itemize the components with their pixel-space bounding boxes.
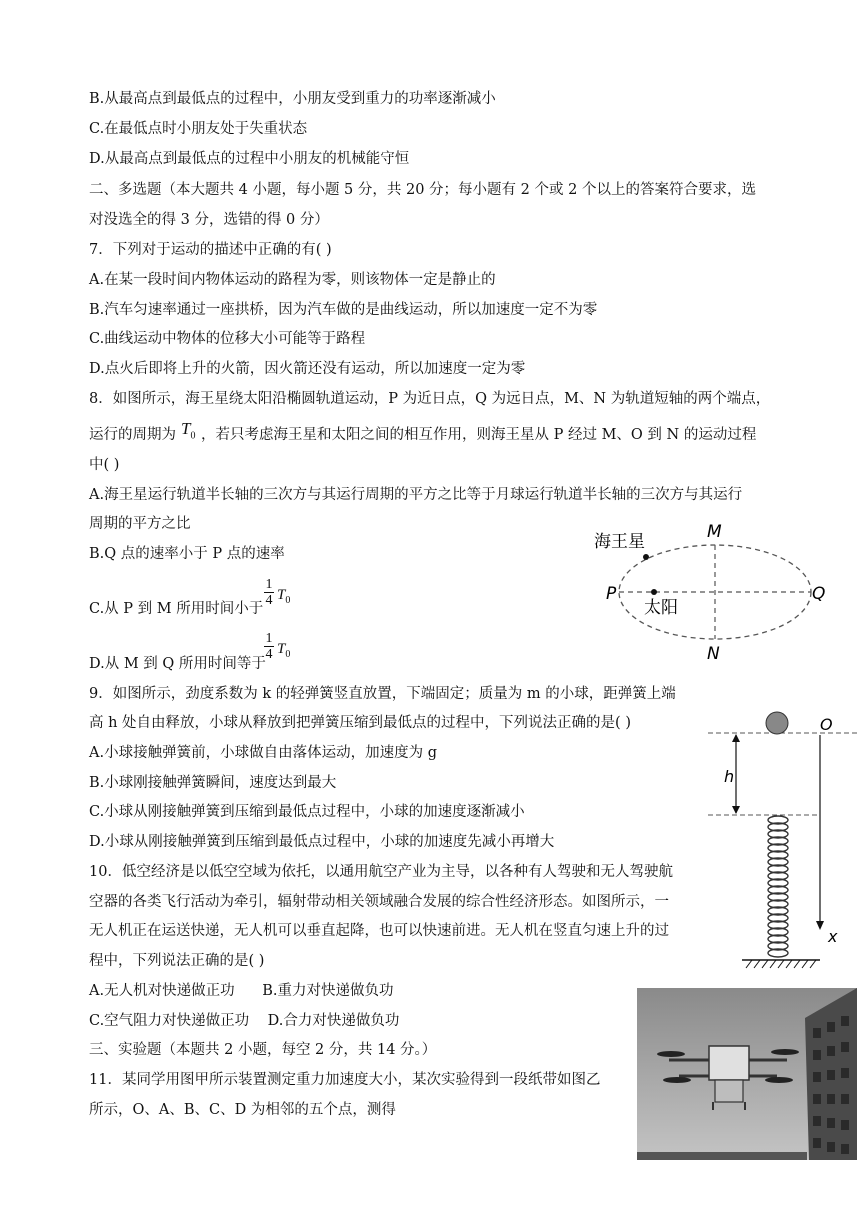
q9-stem: 9．如图所示，劲度系数为 k 的轻弹簧竖直放置，下端固定；质量为 m 的小球，距弹簧上端 [89, 686, 676, 702]
q8-option-c-period: $T_0$ [277, 587, 291, 606]
q10-stem-3: 无人机正在运送快递，无人机可以垂直起降，也可以快速前进。无人机在竖直匀速上升的过 [89, 923, 669, 939]
label-M: M [707, 522, 722, 542]
q7-option-d: D.点火后即将上升的火箭，因火箭还没有运动，所以加速度一定为零 [89, 361, 526, 377]
q8-stem: 8．如图所示，海王星绕太阳沿椭圆轨道运动，P 为近日点，Q 为远日点，M、N 为轨道短轴的两个端点， [89, 391, 771, 407]
label-O: O [820, 715, 833, 734]
q10-stem: 10．低空经济是以低空空域为依托，以通用航空产业为主导，以各种有人驾驶和无人驾驶航 [89, 864, 673, 880]
q6-option-c: C.在最低点时小朋友处于失重状态 [89, 121, 308, 137]
ground-trees [637, 1152, 807, 1160]
building [805, 988, 857, 1160]
q8-option-d-fraction: 1 4 [265, 631, 273, 662]
label-sun: 太阳 [644, 598, 678, 618]
spring-figure [700, 700, 865, 972]
section2-heading-cont: 对没选全的得 3 分，选错的得 0 分） [89, 212, 329, 228]
q8-option-d-period: $T_0$ [277, 641, 291, 660]
q8-stem-2a: 运行的周期为 [89, 427, 176, 443]
orbit-figure [590, 515, 840, 665]
q11-stem-2: 所示，O、A、B、C、D 为相邻的五个点，测得 [89, 1102, 396, 1118]
x-axis-arrow [816, 921, 824, 930]
h-arrow-bottom [732, 806, 740, 814]
q7-option-c: C.曲线运动中物体的位移大小可能等于路程 [89, 331, 366, 347]
label-N: N [707, 644, 720, 664]
label-P: P [606, 584, 617, 604]
q8-stem-3: 中( ) [89, 457, 120, 473]
section3-heading: 三、实验题（本题共 2 小题，每空 2 分，共 14 分。） [89, 1042, 437, 1058]
q8-stem-2b: ，若只考虑海王星和太阳之间的相互作用，则海王星从 P 经过 M、O 到 N 的运动过程 [201, 427, 757, 443]
q8-period-symbol: $T_0$ [181, 419, 196, 442]
drone-photo [637, 988, 857, 1160]
q10-stem-4: 程中，下列说法正确的是( ) [89, 953, 265, 969]
q6-option-b: B.从最高点到最低点的过程中，小朋友受到重力的功率逐渐减小 [89, 91, 496, 107]
q10-options-cd: C.空气阻力对快递做正功 D.合力对快递做负功 [89, 1013, 400, 1029]
h-arrow-top [732, 734, 740, 742]
q7-option-a: A.在某一段时间内物体运动的路程为零，则该物体一定是静止的 [89, 272, 496, 288]
spring-coil [768, 816, 788, 957]
q8-option-b: B.Q 点的速率小于 P 点的速率 [89, 546, 285, 562]
q9-stem-2: 高 h 处自由释放，小球从释放到把弹簧压缩到最低点的过程中，下列说法正确的是( ) [89, 715, 631, 731]
q7-stem: 7．下列对于运动的描述中正确的有( ) [89, 242, 332, 258]
q9-option-c: C.小球从刚接触弹簧到压缩到最低点过程中，小球的加速度逐渐减小 [89, 804, 525, 820]
q8-option-a: A.海王星运行轨道半长轴的三次方与其运行周期的平方之比等于月球运行轨道半长轴的三次方与其运行 [89, 487, 743, 503]
ground-hatch [746, 960, 816, 968]
neptune-dot [643, 554, 649, 560]
q8-option-c: C.从 P 到 M 所用时间小于 [89, 601, 264, 617]
section2-heading: 二、多选题（本大题共 4 小题，每小题 5 分，共 20 分；每小题有 2 个或 2 个以上的答案符合要求，选 [89, 182, 756, 198]
q10-options-ab: A.无人机对快递做正功 B.重力对快递做负功 [89, 983, 394, 999]
q9-option-b: B.小球刚接触弹簧瞬间，速度达到最大 [89, 775, 337, 791]
q10-stem-2: 空器的各类飞行活动为牵引，辐射带动相关领域融合发展的综合性经济形态。如图所示，一 [89, 894, 669, 910]
q6-option-d: D.从最高点到最低点的过程中小朋友的机械能守恒 [89, 151, 410, 167]
q8-option-d: D.从 M 到 Q 所用时间等于 [89, 656, 266, 672]
label-x: x [828, 927, 838, 946]
q7-option-b: B.汽车匀速率通过一座拱桥，因为汽车做的是曲线运动，所以加速度一定不为零 [89, 302, 598, 318]
sun-dot [651, 589, 657, 595]
q11-stem: 11．某同学用图甲所示装置测定重力加速度大小，某次实验得到一段纸带如图乙 [89, 1072, 601, 1088]
label-h: h [724, 767, 735, 786]
label-Q: Q [812, 584, 826, 604]
q8-option-a-cont: 周期的平方之比 [89, 516, 191, 532]
q8-option-c-fraction: 1 4 [265, 577, 273, 608]
label-neptune: 海王星 [594, 532, 645, 552]
q9-option-a: A.小球接触弹簧前，小球做自由落体运动，加速度为 g [89, 745, 437, 761]
q9-option-d: D.小球从刚接触弹簧到压缩到最低点过程中，小球的加速度先减小再增大 [89, 834, 555, 850]
ball [766, 712, 788, 734]
